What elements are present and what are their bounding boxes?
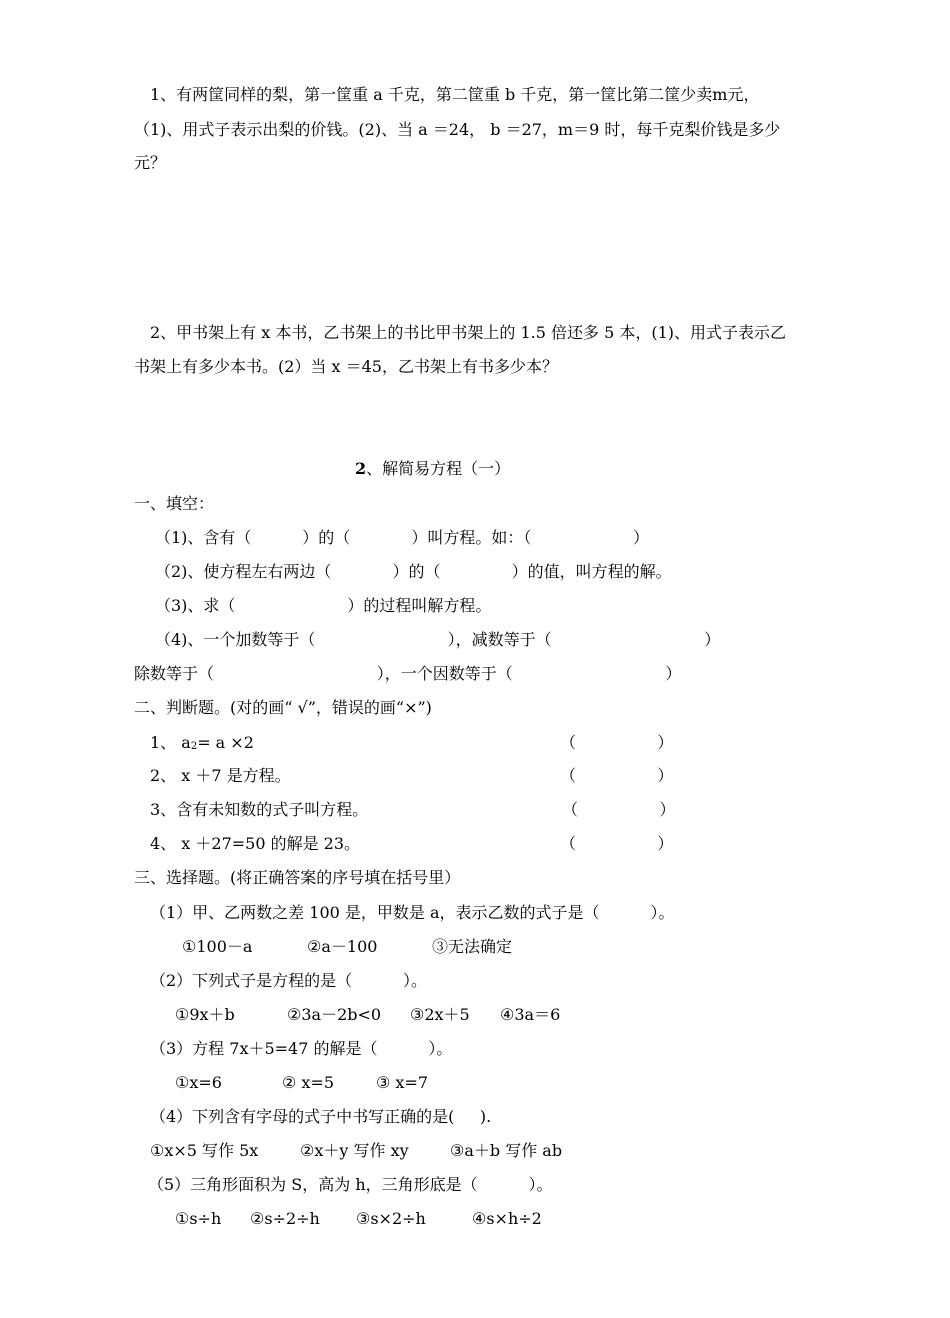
judge-text: x ＋27=50 的解是 23。	[176, 834, 361, 853]
problem-1-line-2: （1)、用式子表示出梨的价钱。(2)、当 a ＝24， b ＝27，m＝9 时，每千克梨价钱是多少	[134, 120, 781, 139]
choice-option-5-2[interactable]: ②s÷2÷h	[250, 1209, 320, 1228]
judge-answer-2[interactable]: （ ）	[560, 766, 674, 785]
judge-text: 含有未知数的式子叫方程。	[176, 800, 369, 819]
section-title-number: 2	[355, 459, 367, 478]
judge-heading: 二、判断题。(对的画“ √”，错误的画“×”)	[134, 698, 432, 717]
judge-text: a	[176, 733, 191, 752]
fill-item-3: （3)、求（ ）的过程叫解方程。	[155, 596, 492, 615]
choice-option-2-3[interactable]: ③2x＋5	[410, 1005, 470, 1024]
judge-answer-3[interactable]: （ ）	[562, 800, 676, 819]
choice-option-4-1[interactable]: ①x×5 写作 5x	[150, 1141, 259, 1160]
problem-2-line-2: 书架上有多少本书。(2）当 x ＝45，乙书架上有书多少本？	[134, 357, 558, 376]
section-title-text: 、解简易方程（一）	[366, 459, 511, 478]
choice-option-1-2[interactable]: ②a－100	[307, 937, 378, 956]
choice-question-2: （2）下列式子是方程的是（ ）。	[150, 971, 428, 990]
choice-option-2-2[interactable]: ②3a－2b<0	[287, 1005, 382, 1024]
choice-heading: 三、选择题。(将正确答案的序号填在括号里）	[134, 868, 461, 887]
fill-item-2: （2)、使方程左右两边（ ）的（ ）的值，叫方程的解。	[155, 562, 672, 581]
choice-option-3-2[interactable]: ② x=5	[282, 1073, 335, 1092]
choice-option-4-3[interactable]: ③a＋b 写作 ab	[450, 1141, 563, 1160]
judge-text-tail: = a ×2	[197, 733, 254, 752]
choice-question-1: （1）甲、乙两数之差 100 是，甲数是 a，表示乙数的式子是（ ）。	[150, 903, 675, 922]
problem-2-line-1: 2、甲书架上有 x 本书，乙书架上的书比甲书架上的 1.5 倍还多 5 本，(1)、用式子表示乙	[150, 323, 787, 342]
judge-number: 2、	[150, 766, 177, 785]
fill-item-4-cont: 除数等于（ ），一个因数等于（ ）	[134, 664, 682, 683]
choice-option-2-1[interactable]: ①9x＋b	[175, 1005, 235, 1024]
problem-1-line-1: 1、有两筐同样的梨，第一筐重 a 千克，第二筐重 b 千克，第一筐比第二筐少卖m元，	[150, 85, 760, 104]
judge-item-4	[150, 834, 360, 854]
choice-option-2-4[interactable]: ④3a＝6	[500, 1005, 561, 1024]
fill-heading: 一、填空：	[134, 494, 215, 513]
section-title	[355, 459, 510, 479]
choice-option-5-4[interactable]: ④s×h÷2	[472, 1209, 542, 1228]
judge-item-1	[150, 733, 254, 757]
judge-answer-1[interactable]: （ ）	[560, 733, 674, 752]
choice-question-5: （5）三角形面积为 S，高为 h，三角形底是（ ）。	[148, 1175, 553, 1194]
judge-number: 1、	[150, 733, 177, 752]
choice-option-5-1[interactable]: ①s÷h	[175, 1209, 222, 1228]
choice-option-1-3[interactable]: ③无法确定	[432, 937, 513, 956]
choice-option-3-3[interactable]: ③ x=7	[376, 1073, 429, 1092]
choice-option-5-3[interactable]: ③s×2÷h	[356, 1209, 426, 1228]
judge-number: 3、	[150, 800, 177, 819]
judge-text: x ＋7 是方程。	[176, 766, 291, 785]
judge-answer-4[interactable]: （ ）	[560, 834, 674, 853]
choice-question-3: （3）方程 7x＋5=47 的解是（ ）。	[150, 1039, 453, 1058]
fill-item-4: （4)、一个加数等于（ ），减数等于（ ）	[155, 630, 721, 649]
problem-1-line-3: 元？	[134, 153, 167, 172]
judge-item-3	[150, 800, 368, 820]
fill-item-1: （1)、含有（ ）的（ ）叫方程。如：（ ）	[155, 528, 650, 547]
judge-number: 4、	[150, 834, 177, 853]
choice-option-3-1[interactable]: ①x=6	[175, 1073, 222, 1092]
judge-item-2	[150, 766, 291, 786]
judge-subscript: 2	[190, 741, 198, 752]
choice-option-4-2[interactable]: ②x＋y 写作 xy	[300, 1141, 409, 1160]
choice-option-1-1[interactable]: ①100－a	[182, 937, 253, 956]
choice-question-4: （4）下列含有字母的式子中书写正确的是( ).	[150, 1107, 492, 1126]
